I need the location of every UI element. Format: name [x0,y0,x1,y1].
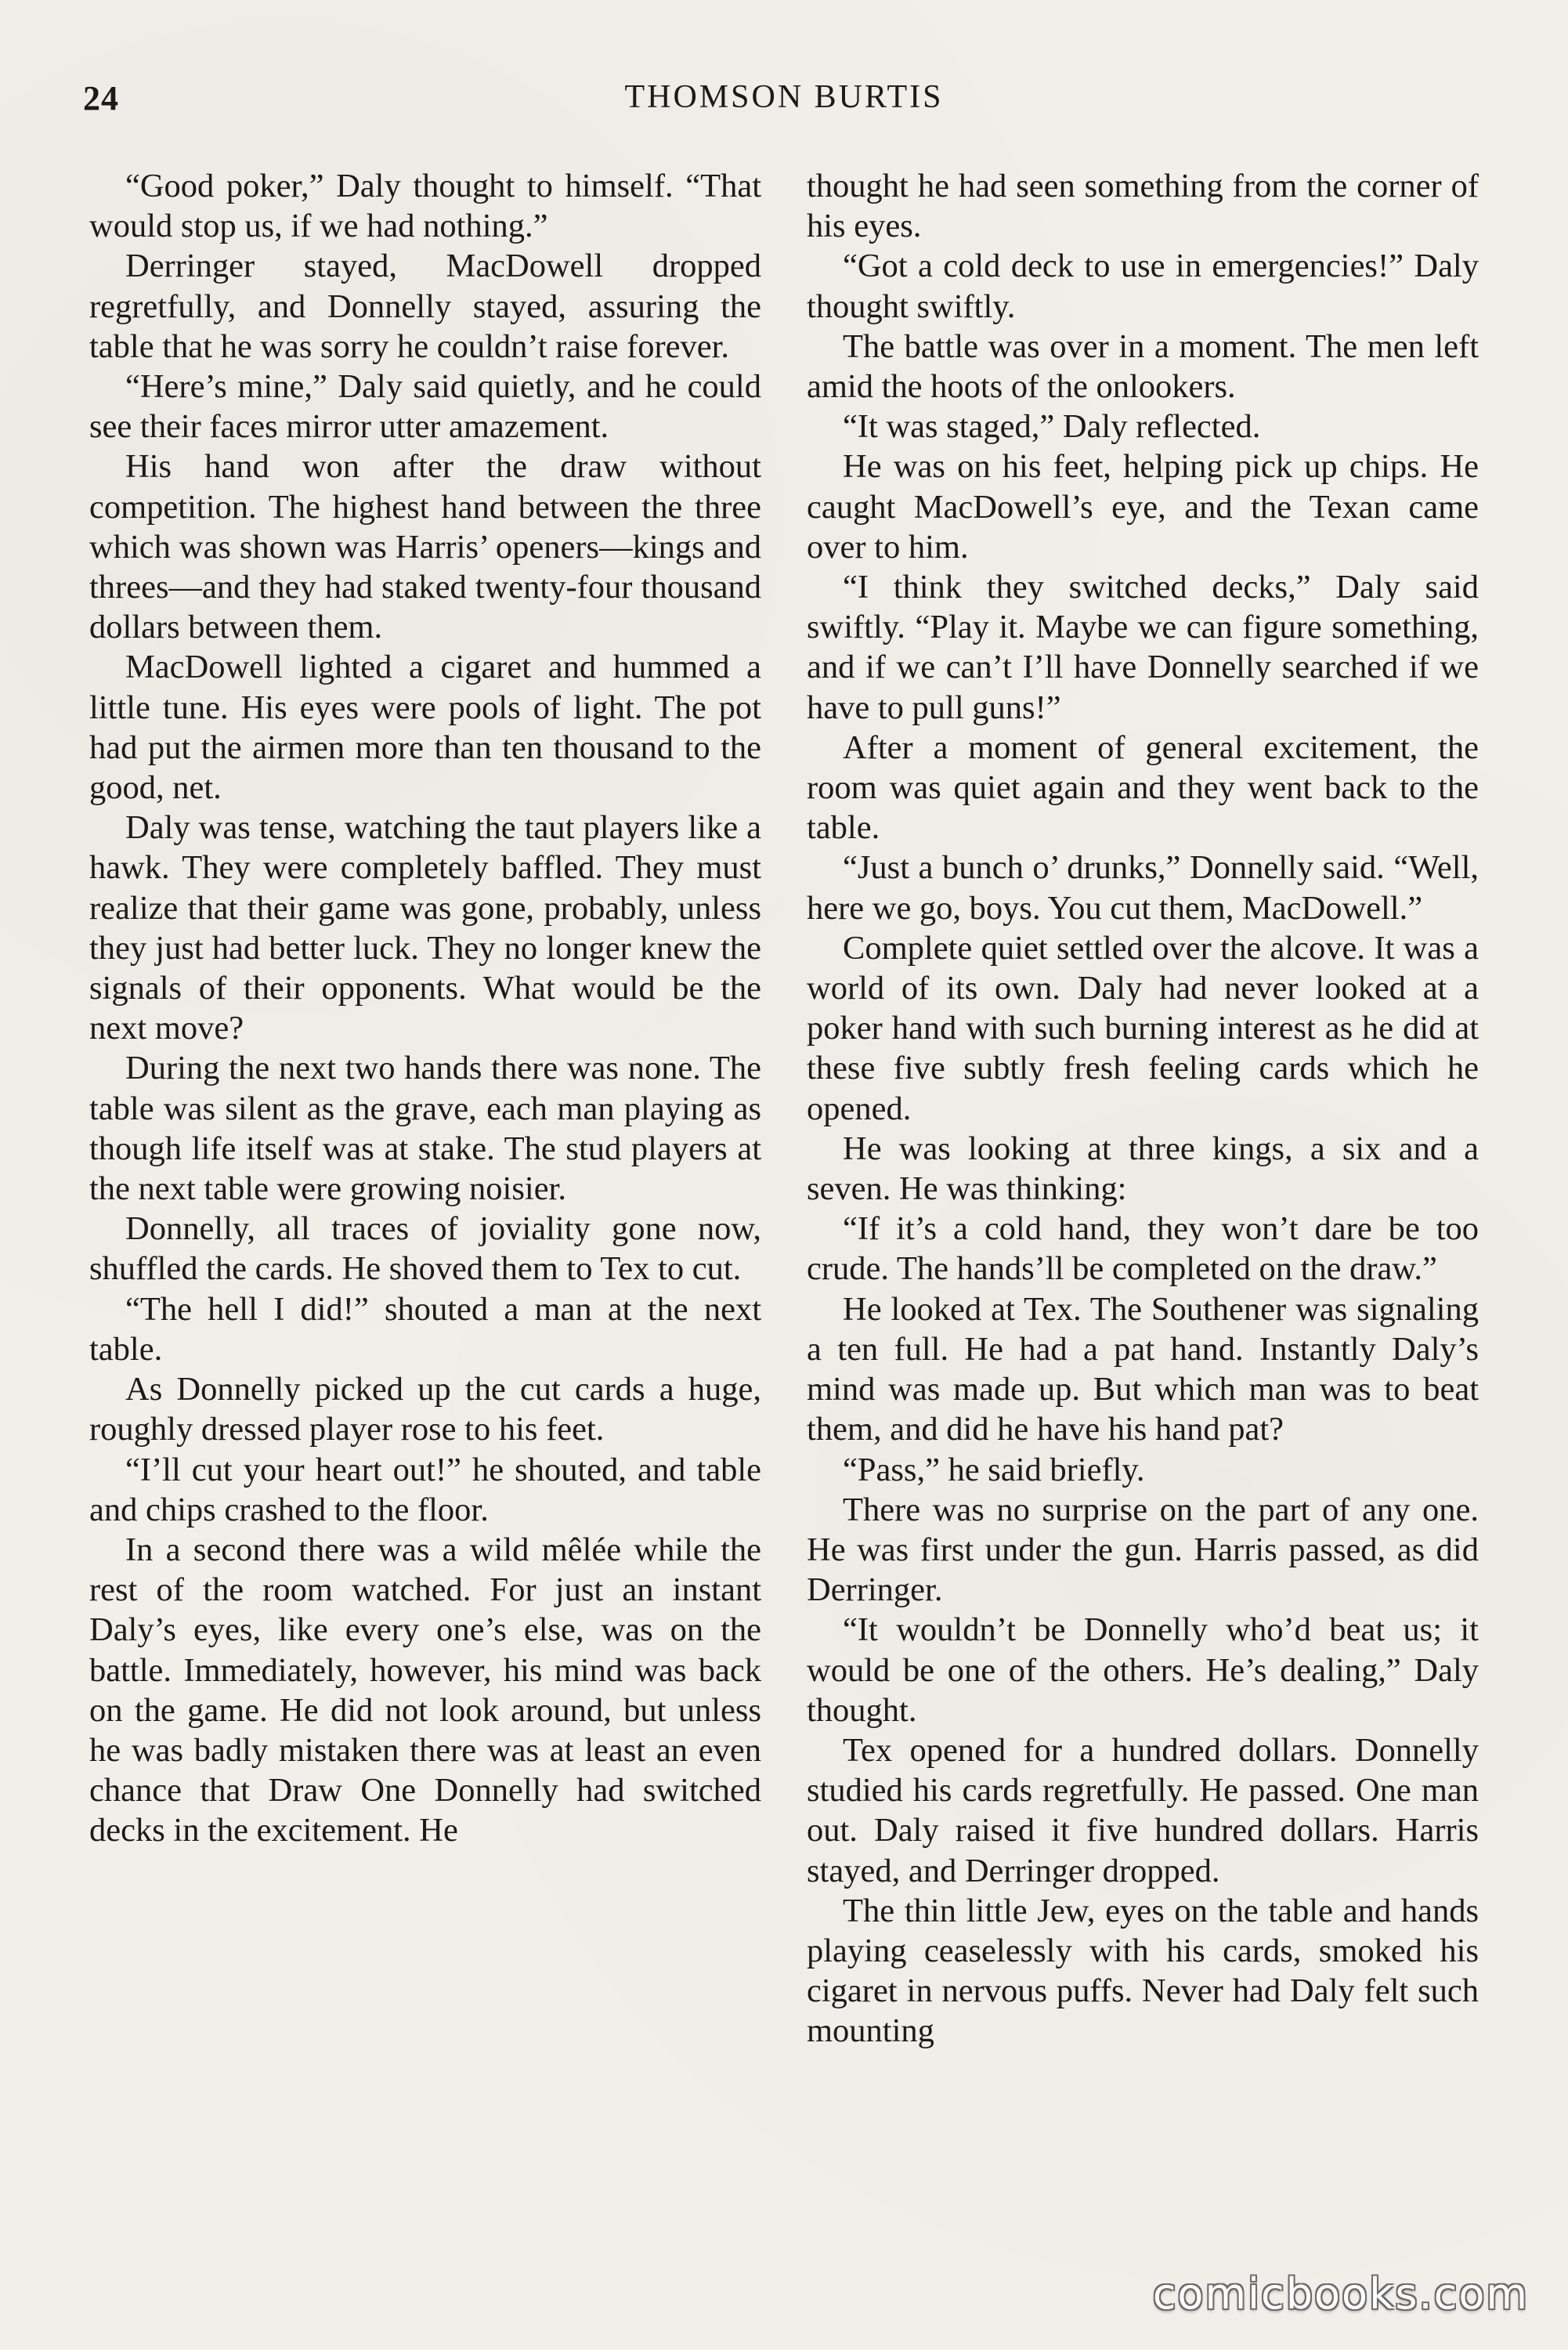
paragraph: “Got a cold deck to use in emergencies!” Daly thought swiftly. [807,248,1479,325]
paragraph: “Good poker,” Daly thought to himself. “That would stop us, if we had nothing.” [89,168,761,245]
right-column [807,166,1479,2265]
paragraph: After a moment of general excitement, the room was quiet again and they went back to the table. [807,728,1479,847]
paragraph: Complete quiet settled over the alcove. It was a world of its own. Daly had never looked at a poker hand with such burning interest as he did at these five subtly fresh feeling cards which he opened. [807,929,1479,1127]
paragraph: He was on his feet, helping pick up chips. He caught MacDowell’s eye, and the Texan came over to him. [807,448,1479,566]
paragraph: Tex opened for a hundred dollars. Donnelly studied his cards regretfully. He passed. One man out. Daly raised it five hundred dollars. Harris stayed, and Derringer dropped. [807,1731,1479,1889]
watermark-logo: comicbooks.com [1152,2269,1529,2319]
page-header [83,78,1485,125]
paragraph: “If it’s a cold hand, they won’t dare be too crude. The hands’ll be completed on the draw.” [807,1210,1479,1288]
paragraph: The battle was over in a moment. The men left amid the hoots of the onlookers. [807,327,1479,406]
paragraph: His hand won after the draw without competition. The highest hand between the three which was shown was Harris’ openers—kings and threes—and they had staked twenty-four thousand dollars between them. [89,448,761,646]
left-column [89,166,761,2265]
paragraph: In a second there was a wild mêlée while the rest of the room watched. For just an instant Daly’s eyes, like every one’s else, was on the battle. Immediately, however, his mind was back on the game. He did not look around, but unless he was badly mistaken there was at least an even chance that Draw One Donnelly had switched decks in the excitement. He [89,1531,761,1849]
paragraph: “Pass,” he said briefly. [843,1451,1145,1488]
paragraph: “Just a bunch o’ drunks,” Donnelly said. “Well, here we go, boys. You cut them, MacDowell.” [807,849,1479,927]
paragraph: He looked at Tex. The Southener was signaling a ten full. He had a pat hand. Instantly Daly’s mind was made up. But which man was to beat them, and did he have his hand pat? [807,1290,1479,1448]
paragraph: As Donnelly picked up the cut cards a huge, roughly dressed player rose to his feet. [89,1371,761,1448]
page-number: 24 [83,79,119,118]
paragraph: “I’ll cut your heart out!” he shouted, and table and chips crashed to the floor. [89,1451,761,1528]
running-head: THOMSON BURTIS [624,79,944,115]
paragraph: “It wouldn’t be Donnelly who’d beat us; it would be one of the others. He’s dealing,” Daly thought. [807,1611,1479,1729]
paragraph: During the next two hands there was none. The table was silent as the grave, each man playing as though life itself was at stake. The stud players at the next table were growing noisier. [89,1050,761,1208]
paragraph: “I think they switched decks,” Daly said swiftly. “Play it. Maybe we can figure something, and if we can’t I’ll have Donnelly searched if we have to pull guns!” [807,569,1479,726]
paragraph: He was looking at three kings, a six and a seven. He was thinking: [807,1130,1479,1208]
paragraph: The thin little Jew, eyes on the table and hands playing ceaselessly with his cards, smoked his cigaret in nervous puffs. Never had Daly felt such mounting [807,1892,1479,2050]
paragraph: There was no surprise on the part of any one. He was first under the gun. Harris passed, as did Derringer. [807,1491,1479,1609]
paragraph: thought he had seen something from the corner of his eyes. [807,168,1479,245]
paragraph: “It was staged,” Daly reflected. [843,408,1261,446]
paragraph: Donnelly, all traces of joviality gone now, shuffled the cards. He shoved them to Tex to cut. [89,1210,761,1288]
paragraph: MacDowell lighted a cigaret and hummed a little tune. His eyes were pools of light. The pot had put the airmen more than ten thousand to the good, net. [89,649,761,807]
paragraph: Derringer stayed, MacDowell dropped regretfully, and Donnelly stayed, assuring the table that he was sorry he couldn’t raise forever. [89,248,761,365]
body-text [89,166,1479,2265]
paragraph: “The hell I did!” shouted a man at the next table. [89,1290,761,1368]
paragraph: Daly was tense, watching the taut players like a hawk. They were completely baffled. They must realize that their game was gone, probably, unless they just had better luck. They no longer knew the signals of their opponents. What would be the next move? [89,809,761,1047]
paragraph: “Here’s mine,” Daly said quietly, and he could see their faces mirror utter amazement. [89,368,761,446]
